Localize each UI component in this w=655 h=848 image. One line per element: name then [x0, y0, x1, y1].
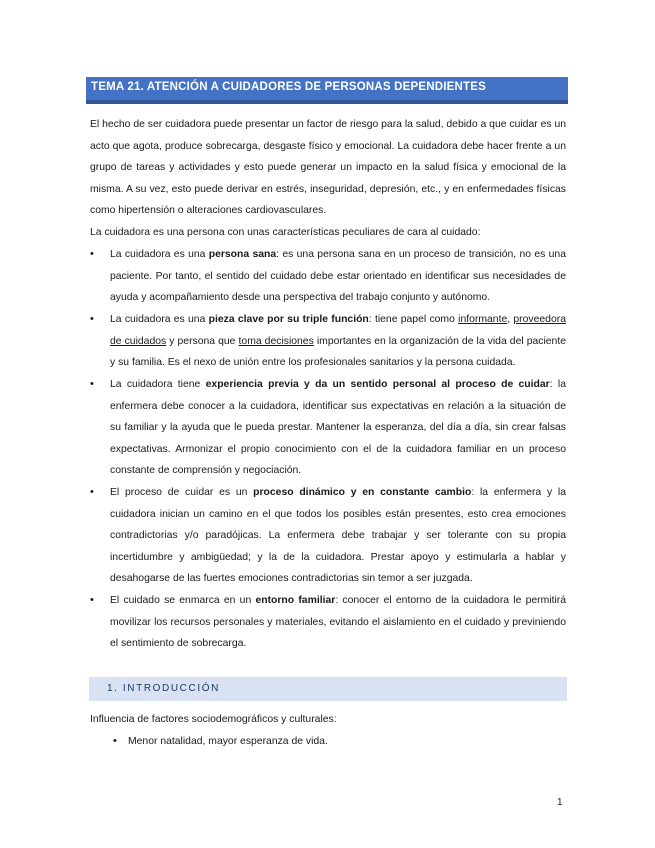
- bullet-text: : la enfermera y la cuidadora inician un camino en el que todos los posibles están presentes, esto crea emociones contradictorias y/o paradójicas. La enfermera debe trabajar y ser tolerante con su propia incertidumbre y ambigüedad; y la de la cuidadora. Prestar apoyo y estimularla a hablar y desahogarse de las fuertes emociones contradictorias sin temor a ser juzgada.: [110, 487, 566, 585]
- bullet-text: La cuidadora tiene: [110, 379, 206, 390]
- characteristics-intro: La cuidadora es una persona con unas características peculiares de cara al cuidado:: [90, 227, 481, 238]
- bullet-marker: •: [113, 735, 117, 747]
- bullet-marker: •: [90, 248, 94, 260]
- bullet-bold-term: experiencia previa y da un sentido personal al proceso de cuidar: [205, 379, 550, 390]
- bullet-item-proceso-dinamico: [110, 482, 566, 590]
- section-heading: 1. INTRODUCCIÓN: [107, 683, 220, 694]
- bullet-bold-term: entorno familiar: [255, 595, 336, 606]
- sub-bullet-item: Menor natalidad, mayor esperanza de vida.: [128, 736, 328, 747]
- bullet-bold-term: persona sana: [208, 249, 277, 260]
- bullet-text: importantes en la organización de la vida del paciente y su familia. Es el nexo de unión entre los profesionales sanitarios y la persona cuidada.: [110, 335, 566, 369]
- section-heading-bar: [89, 677, 567, 701]
- page-number: 1: [557, 797, 563, 808]
- bullet-text: y persona que: [166, 335, 239, 347]
- bullet-marker: •: [90, 486, 94, 498]
- bullet-text: : es una persona sana en un proceso de transición, no es una paciente. Por tanto, el sentido del cuidado debe estar orientado en identificar sus necesidades de ayuda y acompañamiento desde una perspectiva del trabajo conjunto y autónomo.: [110, 249, 566, 304]
- underlined-term-proveedora: proveedora de cuidados: [110, 314, 566, 347]
- bullet-text: : conocer el entorno de la cuidadora le permitirá movilizar los recursos personales y materiales, evitando el aislamiento en el cuidado y previniendo el sentimiento de sobrecarga.: [110, 595, 566, 650]
- intro-paragraph: El hecho de ser cuidadora puede presentar un factor de riesgo para la salud, debido a que cuidar es un acto que agota, produce sobrecarga, desgaste físico y emocional. La cuidadora debe hacer frente a un grupo de tareas y actividades y esto puede generar un impacto en la salud física y emocional de la misma. A su vez, esto puede derivar en estrés, inseguridad, depresión, etc., y en enfermedades físicas como hipertensión o alteraciones cardiovasculares.: [90, 119, 566, 217]
- bullet-marker: •: [90, 594, 94, 606]
- bullet-text: La cuidadora es una: [110, 249, 209, 260]
- title-banner: [86, 77, 568, 104]
- bullet-item-persona-sana: [110, 244, 566, 309]
- bullet-bold-term: pieza clave por su triple función: [208, 314, 369, 325]
- bullet-item-experiencia: [110, 374, 566, 482]
- bullet-text: La cuidadora es una: [110, 314, 209, 325]
- bullet-item-entorno-familiar: [110, 590, 566, 655]
- influence-line: Influencia de factores sociodemográficos y culturales:: [90, 714, 337, 725]
- page-title: TEMA 21. ATENCIÓN A CUIDADORES DE PERSONAS DEPENDIENTES: [91, 81, 487, 93]
- bullet-item-pieza-clave: [110, 309, 566, 374]
- bullet-text: ,: [507, 314, 514, 325]
- bullet-marker: •: [90, 378, 94, 390]
- underlined-term-decisiones: toma decisiones: [238, 335, 314, 347]
- bullet-marker: •: [90, 313, 94, 325]
- bullet-text: El proceso de cuidar es un: [110, 487, 254, 498]
- bullet-text: : tiene papel como: [368, 314, 459, 325]
- underlined-term-informante: informante: [458, 314, 508, 325]
- bullet-bold-term: proceso dinámico y en constante cambio: [253, 487, 472, 498]
- bullet-text: El cuidado se enmarca en un: [110, 595, 256, 606]
- bullet-text: : la enfermera debe conocer a la cuidadora, identificar sus expectativas en relación a la situación de su familiar y la ayuda que le pueda prestar. Mantener la esperanza, del día a día, sin crear falsas expectativas. Armonizar el propio conocimiento con el de la cuidadora familiar en un proceso constante de comprensión y negociación.: [110, 379, 566, 477]
